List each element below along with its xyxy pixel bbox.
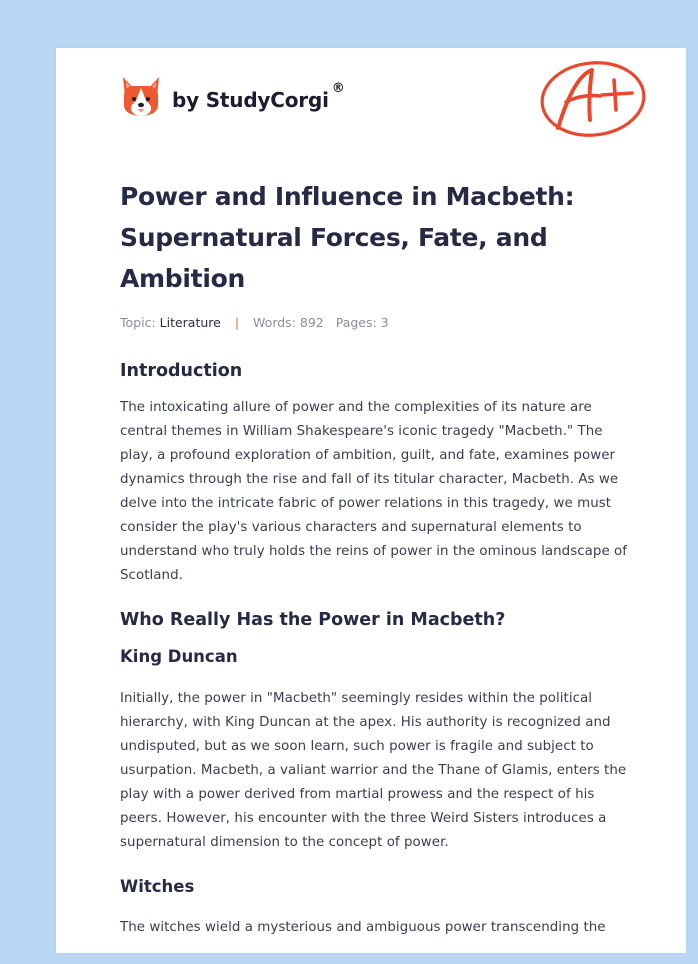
corgi-logo-icon <box>120 75 162 121</box>
topic-link[interactable]: Literature <box>159 315 221 330</box>
topic-label: Topic: <box>120 315 156 330</box>
section-heading-who-has-power: Who Really Has the Power in Macbeth? <box>120 610 506 630</box>
article-meta <box>120 314 630 332</box>
meta-separator: | <box>234 315 240 330</box>
subsection-text-witches: The witches wield a mysterious and ambiguous power transcending the <box>120 920 606 935</box>
word-count: Words: 892 <box>253 315 324 330</box>
section-text-introduction: The intoxicating allure of power and the complexities of its nature are central themes in William Shakespeare's iconic tragedy "Macbeth." The play, a profound exploration of ambition, guilt, and fate, examines power dynamics through the rise and fall of its titular character, Macbeth. As we delve into the intricate fabric of power relations in this tragedy, we must consider the play's various characters and supernatural elements to understand who truly holds the reins of power in the ominous landscape of Scotland. <box>120 400 628 583</box>
page-count: Pages: 3 <box>335 315 389 330</box>
subsection-heading-witches: Witches <box>120 877 195 896</box>
studycorgi-logo[interactable] <box>120 75 345 121</box>
a-plus-grade-icon <box>536 58 651 140</box>
section-heading-introduction: Introduction <box>120 361 243 381</box>
subsection-heading-king-duncan: King Duncan <box>120 647 238 666</box>
subsection-text-king-duncan: Initially, the power in "Macbeth" seemingly resides within the political hierarchy, with King Duncan at the apex. His authority is recognized and undisputed, but as we soon learn, such power is fragile and subject to usurpation. Macbeth, a valiant warrior and the Thane of Glamis, enters the play with a power derived from martial prowess and the respect of his peers. However, his encounter with the three Weird Sisters introduces a supernatural dimension to the concept of power. <box>120 691 627 850</box>
article-content <box>120 176 630 940</box>
brand-name: by StudyCorgi <box>172 88 329 112</box>
document-page <box>56 48 686 953</box>
article-title: Power and Influence in Macbeth: Supernatural Forces, Fate, and Ambition <box>120 182 575 293</box>
page-header <box>56 48 686 168</box>
registered-mark: ® <box>331 80 345 96</box>
